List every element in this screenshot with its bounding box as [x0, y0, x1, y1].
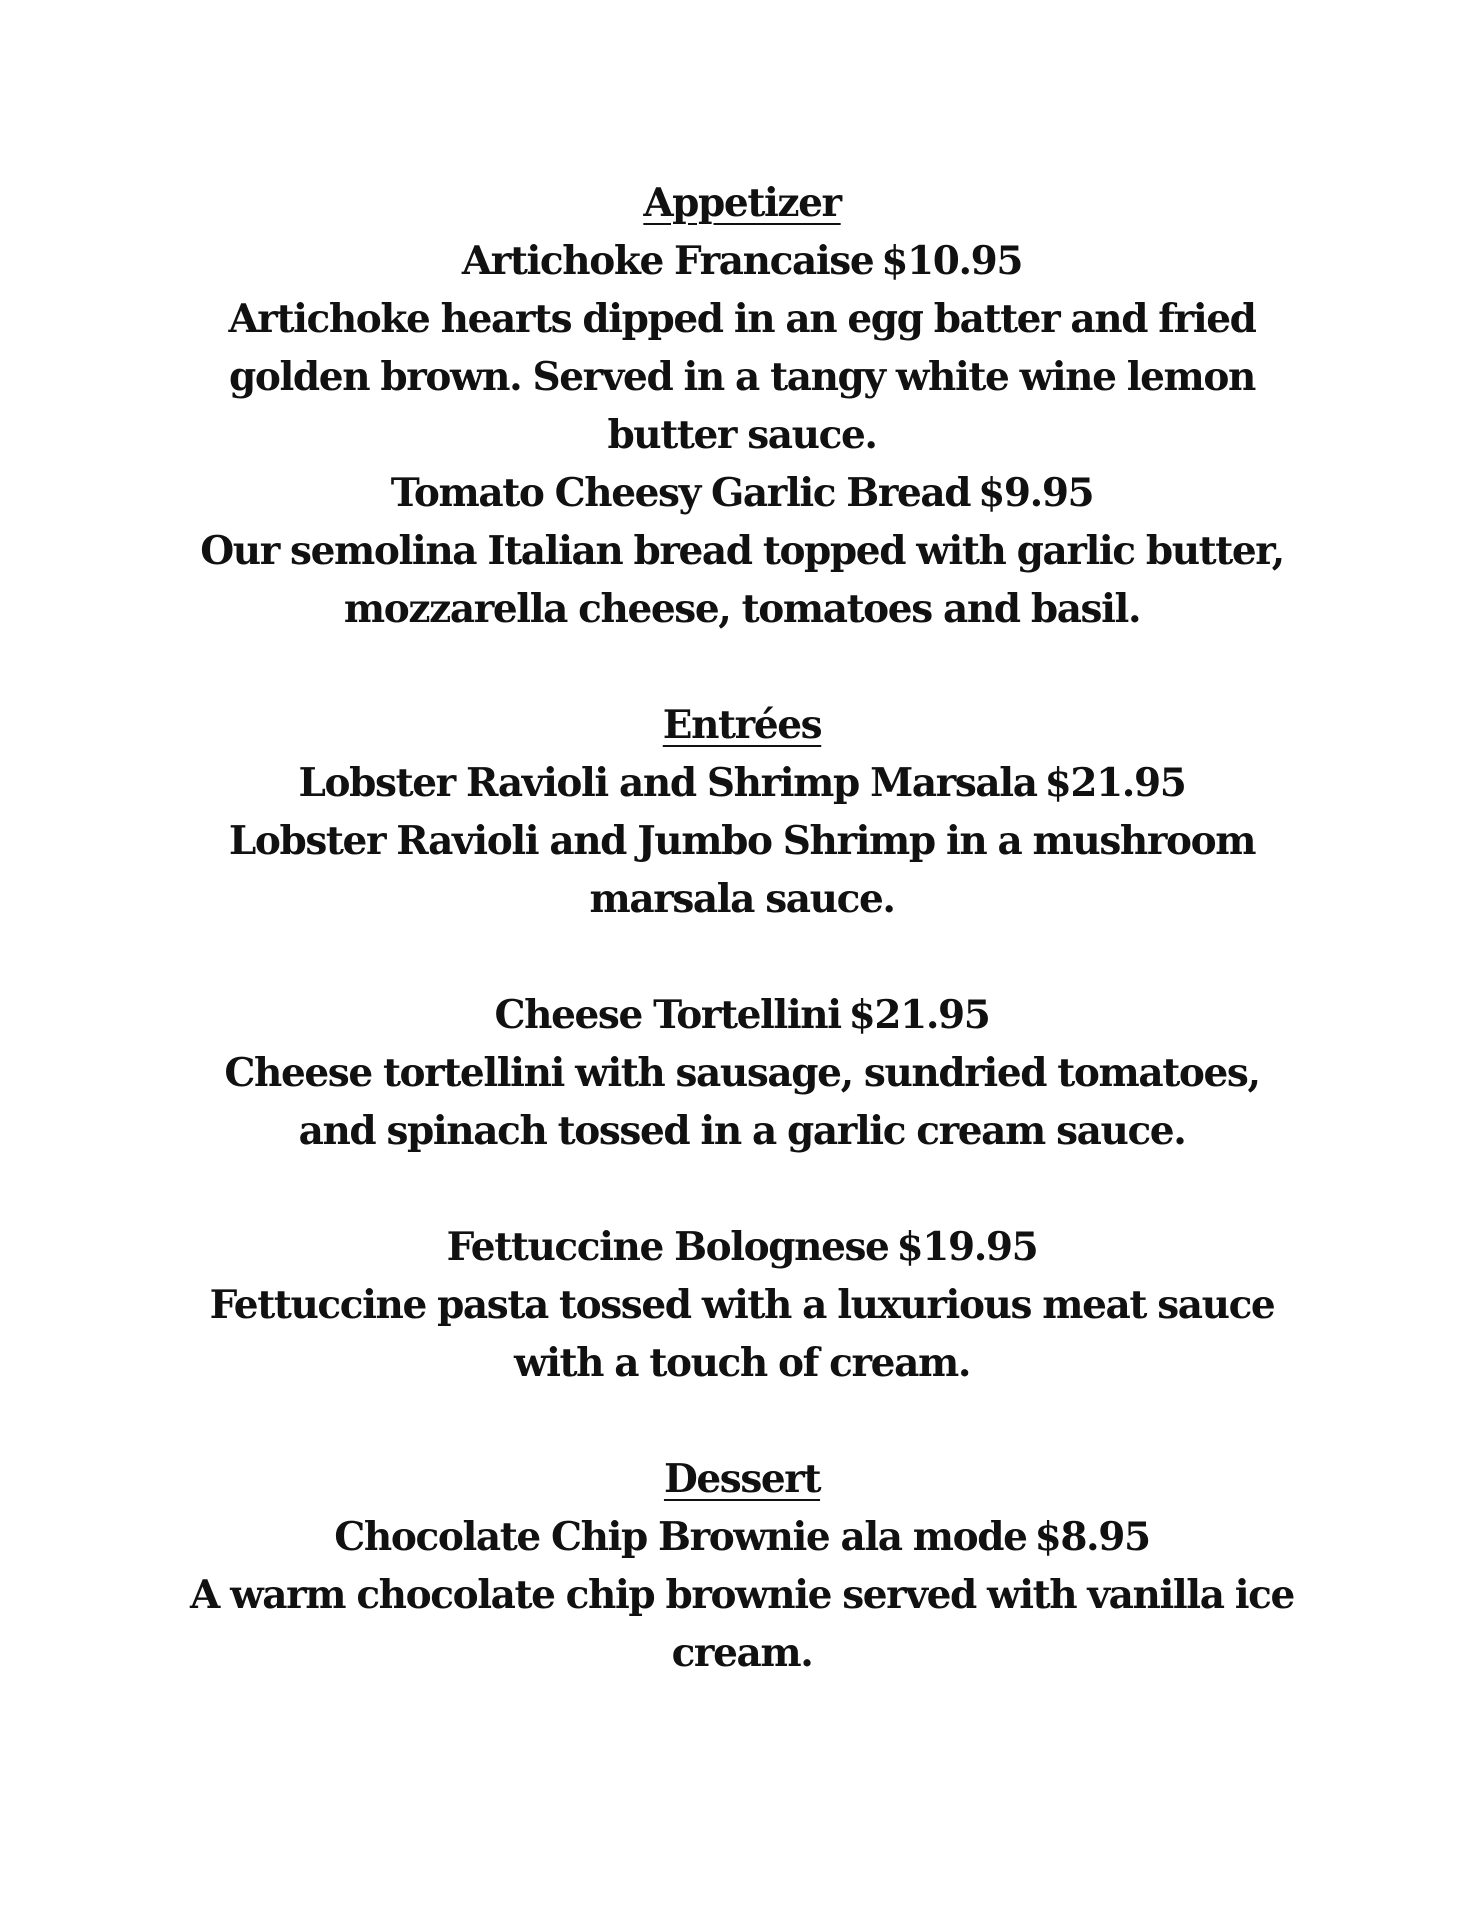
section-heading-entrees: Entrées: [662, 702, 822, 748]
menu-item-title: [0, 232, 1484, 290]
menu-item-title: [0, 1508, 1484, 1566]
menu-item-description-line: Our semolina Italian bread topped with garlic butter,: [200, 528, 1284, 574]
menu-item-title: [0, 464, 1484, 522]
menu-item-name: Artichoke Francaise: [461, 238, 874, 284]
menu-item-name: Chocolate Chip Brownie ala mode: [334, 1514, 1027, 1560]
menu-item-description-line: Fettuccine pasta tossed with a luxurious meat sauce: [209, 1282, 1275, 1328]
section-heading-dessert: Dessert: [663, 1456, 821, 1502]
menu-item-name: Cheese Tortellini: [494, 992, 841, 1038]
menu-item-price: $9.95: [978, 470, 1094, 516]
menu-item-title: [0, 1218, 1484, 1276]
menu-item-price: $19.95: [896, 1224, 1038, 1270]
menu-item: [0, 464, 1484, 638]
menu-item-description-line: Lobster Ravioli and Jumbo Shrimp in a mushroom: [228, 818, 1256, 864]
menu-item-price: $8.95: [1034, 1514, 1150, 1560]
menu-item-description-line: butter sauce.: [607, 412, 877, 458]
menu-item-description-line: golden brown. Served in a tangy white wine lemon: [229, 354, 1255, 400]
menu-item-name: Lobster Ravioli and Shrimp Marsala: [298, 760, 1037, 806]
menu-item-price: $10.95: [881, 238, 1023, 284]
menu-item-price: $21.95: [848, 992, 990, 1038]
menu-item-description-line: Artichoke hearts dipped in an egg batter and fried: [228, 296, 1256, 342]
menu-item-description-line: with a touch of cream.: [513, 1340, 971, 1386]
menu-page: [0, 174, 1484, 1682]
appetizer-section: [0, 174, 1484, 638]
menu-item-title: [0, 754, 1484, 812]
entrees-section: [0, 696, 1484, 1392]
menu-item-name: Fettuccine Bolognese: [446, 1224, 889, 1270]
menu-item: [0, 754, 1484, 928]
menu-item-title: [0, 986, 1484, 1044]
menu-item: [0, 986, 1484, 1160]
menu-item-price: $21.95: [1044, 760, 1186, 806]
menu-item-name: Tomato Cheesy Garlic Bread: [390, 470, 971, 516]
dessert-section: [0, 1450, 1484, 1682]
menu-item-description-line: A warm chocolate chip brownie served with vanilla ice: [190, 1572, 1294, 1618]
menu-item-description-line: and spinach tossed in a garlic cream sauce.: [298, 1108, 1186, 1154]
menu-item: [0, 1218, 1484, 1392]
menu-item-description-line: Cheese tortellini with sausage, sundried tomatoes,: [224, 1050, 1260, 1096]
menu-item-description-line: marsala sauce.: [589, 876, 895, 922]
menu-item: [0, 1508, 1484, 1682]
menu-item-description-line: cream.: [671, 1630, 813, 1676]
menu-item: [0, 232, 1484, 464]
menu-item-description-line: mozzarella cheese, tomatoes and basil.: [343, 586, 1141, 632]
section-heading-appetizer: Appetizer: [643, 180, 841, 226]
